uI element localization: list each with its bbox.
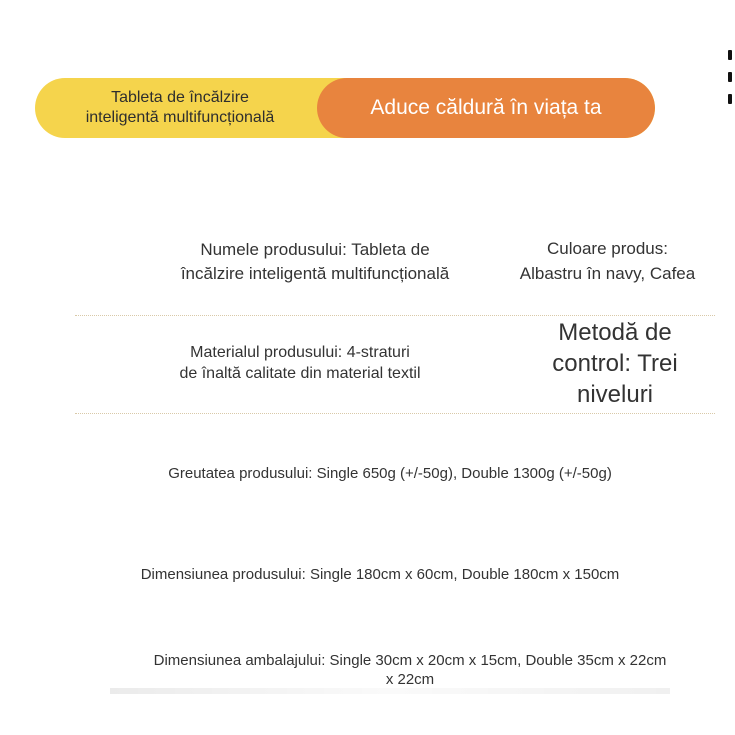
row-divider bbox=[75, 315, 715, 316]
slogan-text: Aduce căldură în viața ta bbox=[370, 96, 602, 119]
slogan-badge bbox=[317, 78, 655, 138]
row-divider bbox=[75, 413, 715, 414]
cropped-text-remnant bbox=[110, 688, 670, 694]
spec-product-color-line-2: Albastru în navy, Cafea bbox=[519, 264, 696, 283]
spec-product-color bbox=[490, 236, 725, 286]
spec-product-name-line-1: Numele produsului: Tableta de bbox=[200, 240, 430, 259]
spec-control-method-line-3: niveluri bbox=[576, 381, 654, 408]
header-banner bbox=[35, 78, 655, 138]
spec-product-name bbox=[95, 238, 535, 286]
spec-packaging-dimension bbox=[95, 651, 725, 689]
edge-mark bbox=[728, 72, 732, 82]
product-title-block bbox=[35, 78, 325, 138]
product-title-line-1: Tableta de încălzire bbox=[111, 89, 249, 106]
spec-control-method-line-1: Metodă de bbox=[558, 319, 672, 346]
spec-control-method-line-2: control: Trei bbox=[552, 350, 678, 377]
spec-product-material-line-2: de înaltă calitate din material textil bbox=[179, 365, 421, 382]
spec-product-color-line-1: Culoare produs: bbox=[547, 239, 668, 258]
product-title-line-2: inteligentă multifuncțională bbox=[85, 109, 275, 126]
spec-product-dimension-text: Dimensiunea produsului: Single 180cm x 60cm, Double 180cm x 150cm bbox=[140, 566, 620, 583]
spec-packaging-dimension-line-1: Dimensiunea ambalajului: Single 30cm x 20cm x 15cm, Double 35cm x 22cm bbox=[153, 652, 667, 669]
edge-mark bbox=[728, 94, 732, 104]
spec-product-material bbox=[90, 342, 510, 384]
spec-product-weight bbox=[100, 464, 680, 484]
spec-control-method bbox=[520, 317, 710, 410]
edge-marks bbox=[728, 50, 735, 116]
spec-packaging-dimension-line-2: x 22cm bbox=[385, 671, 435, 688]
spec-product-name-line-2: încălzire inteligentă multifuncțională bbox=[180, 264, 450, 283]
spec-product-weight-text: Greutatea produsului: Single 650g (+/-50g), Double 1300g (+/-50g) bbox=[168, 465, 612, 482]
spec-product-dimension bbox=[90, 565, 670, 585]
edge-mark bbox=[728, 50, 732, 60]
spec-product-material-line-1: Materialul produsului: 4-straturi bbox=[190, 344, 410, 361]
